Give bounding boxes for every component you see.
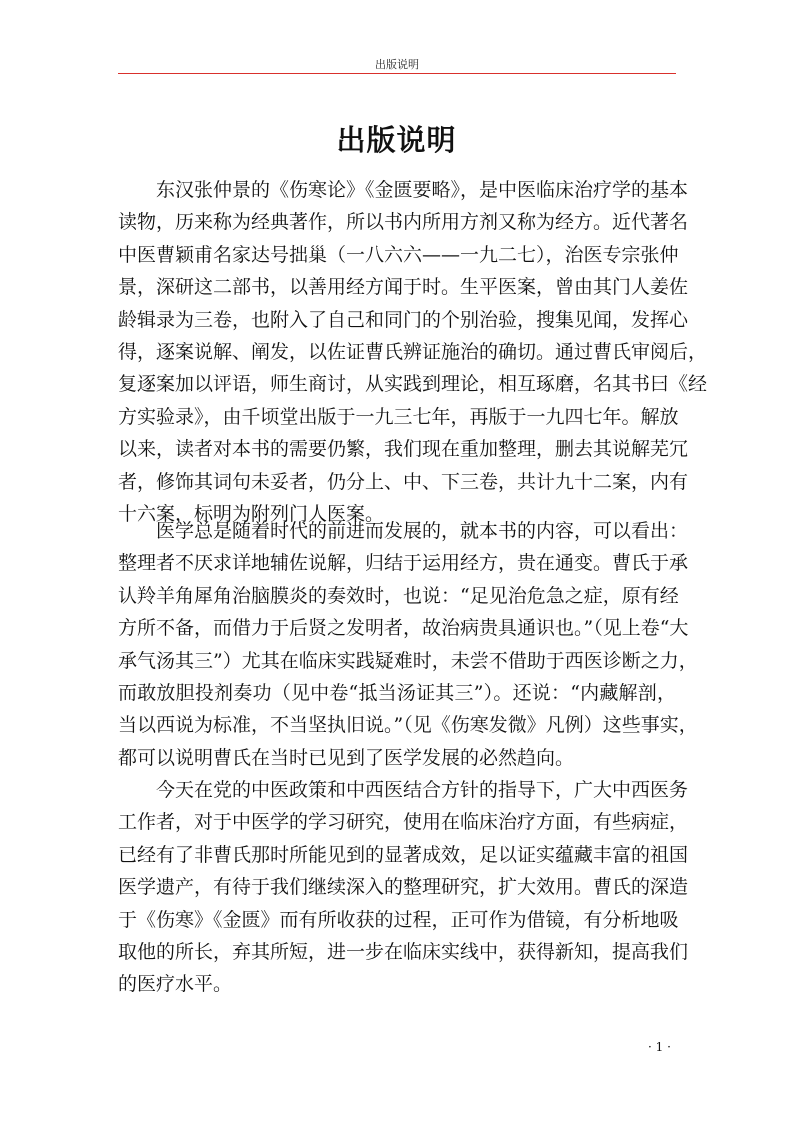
text-line: 承气汤其三”）尤其在临床实践疑难时，未尝不借助于西医诊断之力， (118, 649, 698, 672)
text-line: 以来，读者对本书的需要仍繁，我们现在重加整理，删去其说解芜冗 (118, 438, 689, 461)
text-line: 整理者不厌求详地辅佐说解，归结于运用经方，贵在通变。曹氏于承 (118, 552, 689, 575)
text-line: 取他的所长，弃其所短，进一步在临床实线中，获得新知，提高我们 (118, 940, 689, 963)
text-line: 读物，历来称为经典著作，所以书内所用方剂又称为经方。近代著名 (118, 211, 689, 234)
text-line: 方所不备，而借力于后贤之发明者，故治病贵具通识也。”（见上卷“大 (118, 617, 689, 640)
text-line: 者，修饰其词句未妥者，仍分上、中、下三卷，共计九十二案，内有 (118, 470, 689, 493)
paragraph-1 (118, 174, 708, 530)
text-line: 十六案，标明为附列门人医案。 (118, 502, 385, 525)
text-line: 龄辑录为三卷，也附入了自己和同门的个别治验，搜集见闻，发挥心 (118, 308, 689, 331)
paragraph-2 (118, 515, 698, 774)
text-line: 当以西说为标准，不当坚执旧说。”（见《伤寒发微》凡例）这些事实， (118, 714, 698, 737)
text-line: 方实验录》，由千顷堂出版于一九三七年，再版于一九四七年。解放 (118, 405, 679, 428)
text-line: 而敢放胆投剂奏功（见中卷“抵当汤证其三”）。还说：“内藏解剖， (118, 681, 676, 704)
text-line: 认羚羊角犀角治脑膜炎的奏效时，也说：“足见治危急之症，原有经 (118, 584, 679, 607)
text-line: 中医曹颖甫名家达号拙巢（一八六六——一九二七），治医专宗张仲 (118, 243, 679, 266)
text-line: 东汉张仲景的《伤寒论》《金匮要略》，是中医临床治疗学的基本 (156, 179, 689, 201)
header-rule (118, 73, 676, 74)
text-line: 都可以说明曹氏在当时已见到了医学发展的必然趋向。 (118, 746, 575, 769)
text-line: 的医疗水平。 (118, 973, 233, 996)
running-header: 出版说明 (375, 58, 419, 71)
text-line: 医学遗产，有待于我们继续深入的整理研究，扩大效用。曹氏的深造 (118, 876, 689, 899)
text-line: 得，逐案说解、阐发，以佐证曹氏辨证施治的确切。通过曹氏审阅后， (118, 340, 708, 363)
text-line: 于《伤寒》《金匮》而有所收获的过程，正可作为借镜，有分析地吸 (118, 908, 679, 931)
text-line: 工作者，对于中医学的学习研究，使用在临床治疗方面，有些病症， (118, 811, 689, 834)
text-line: 今天在党的中医政策和中西医结合方针的指导下，广大中西医务 (156, 779, 689, 801)
text-line: 医学总是随着时代的前进而发展的，就本书的内容，可以看出： (156, 520, 689, 542)
text-line: 复逐案加以评语，师生商讨，从实践到理论，相互琢磨，名其书曰《经 (118, 373, 708, 396)
paragraph-3 (118, 774, 689, 1001)
page-title: 出版说明 (336, 123, 457, 157)
page-number: · 1 · (648, 1040, 671, 1054)
text-line: 景，深研这二部书，以善用经方闻于时。生平医案，曾由其门人姜佐 (118, 276, 689, 299)
text-line: 已经有了非曹氏那时所能见到的显著成效，足以证实蕴藏丰富的祖国 (118, 843, 689, 866)
